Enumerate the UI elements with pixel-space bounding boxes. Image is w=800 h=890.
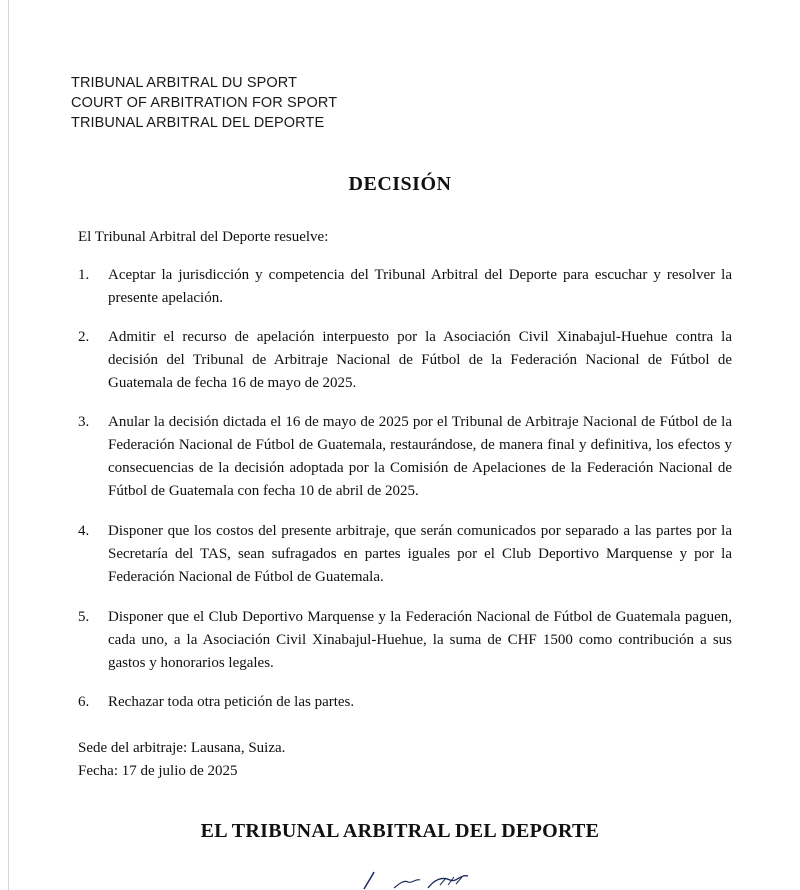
decision-item [78, 520, 732, 589]
item-number: 4. [78, 523, 90, 539]
decision-date: Fecha: 17 de julio de 2025 [78, 763, 238, 779]
letterhead-french: TRIBUNAL ARBITRAL DU SPORT [71, 75, 298, 91]
decision-items [78, 264, 732, 714]
item-number: 1. [78, 267, 90, 283]
decision-item [78, 264, 732, 310]
item-number: 5. [78, 609, 90, 625]
decision-item [78, 691, 732, 714]
page-edge-rule [8, 0, 9, 890]
tribunal-signature-heading: EL TRIBUNAL ARBITRAL DEL DEPORTE [200, 820, 600, 842]
intro-text: El Tribunal Arbitral del Deporte resuelve: [78, 229, 329, 245]
decision-item [78, 411, 732, 503]
item-text: Aceptar la jurisdicción y competencia del Tribunal Arbitral del Deporte para escuchar y resolver la presente apelación. [108, 267, 732, 306]
item-text: Admitir el recurso de apelación interpuesto por la Asociación Civil Xinabajul-Huehue contra la decisión del Tribunal de Arbitraje Nacional de Fútbol de la Federación Nacional de Fútbol de Guatemala de fecha 16 de mayo de 2025. [108, 329, 732, 391]
item-number: 2. [78, 329, 90, 345]
decision-title: DECISIÓN [348, 173, 452, 195]
item-number: 3. [78, 414, 90, 430]
item-number: 6. [78, 694, 90, 710]
letterhead [71, 73, 337, 133]
item-text: Anular la decisión dictada el 16 de mayo de 2025 por el Tribunal de Arbitraje Nacional de Fútbol de la Federación Nacional de Fútbol de Guatemala, restaurándose, de manera final y definitiva, los efectos y consecuencias de la decisión adoptada por la Comisión de Apelaciones de la Federación Nacional de Fútbol de Guatemala con fecha 10 de abril de 2025. [108, 414, 732, 499]
letterhead-english: COURT OF ARBITRATION FOR SPORT [71, 95, 338, 111]
decision-item [78, 606, 732, 675]
item-text: Disponer que el Club Deportivo Marquense y la Federación Nacional de Fútbol de Guatemala paguen, cada uno, a la Asociación Civil Xinabajul-Huehue, la suma de CHF 1500 como contribución a sus gastos y honorarios legales. [108, 609, 732, 671]
seat-of-arbitration: Sede del arbitraje: Lausana, Suiza. [78, 740, 286, 756]
closing-block [78, 737, 285, 783]
decision-item [78, 326, 732, 395]
item-text: Disponer que los costos del presente arbitraje, que serán comunicados por separado a las partes por la Secretaría del TAS, sean sufragados en partes iguales por el Club Deportivo Marquense y por la Federación Nacional de Fútbol de Guatemala. [108, 523, 732, 585]
letterhead-spanish: TRIBUNAL ARBITRAL DEL DEPORTE [71, 115, 325, 131]
handwritten-signature [350, 868, 480, 890]
item-text: Rechazar toda otra petición de las partes. [108, 694, 355, 710]
